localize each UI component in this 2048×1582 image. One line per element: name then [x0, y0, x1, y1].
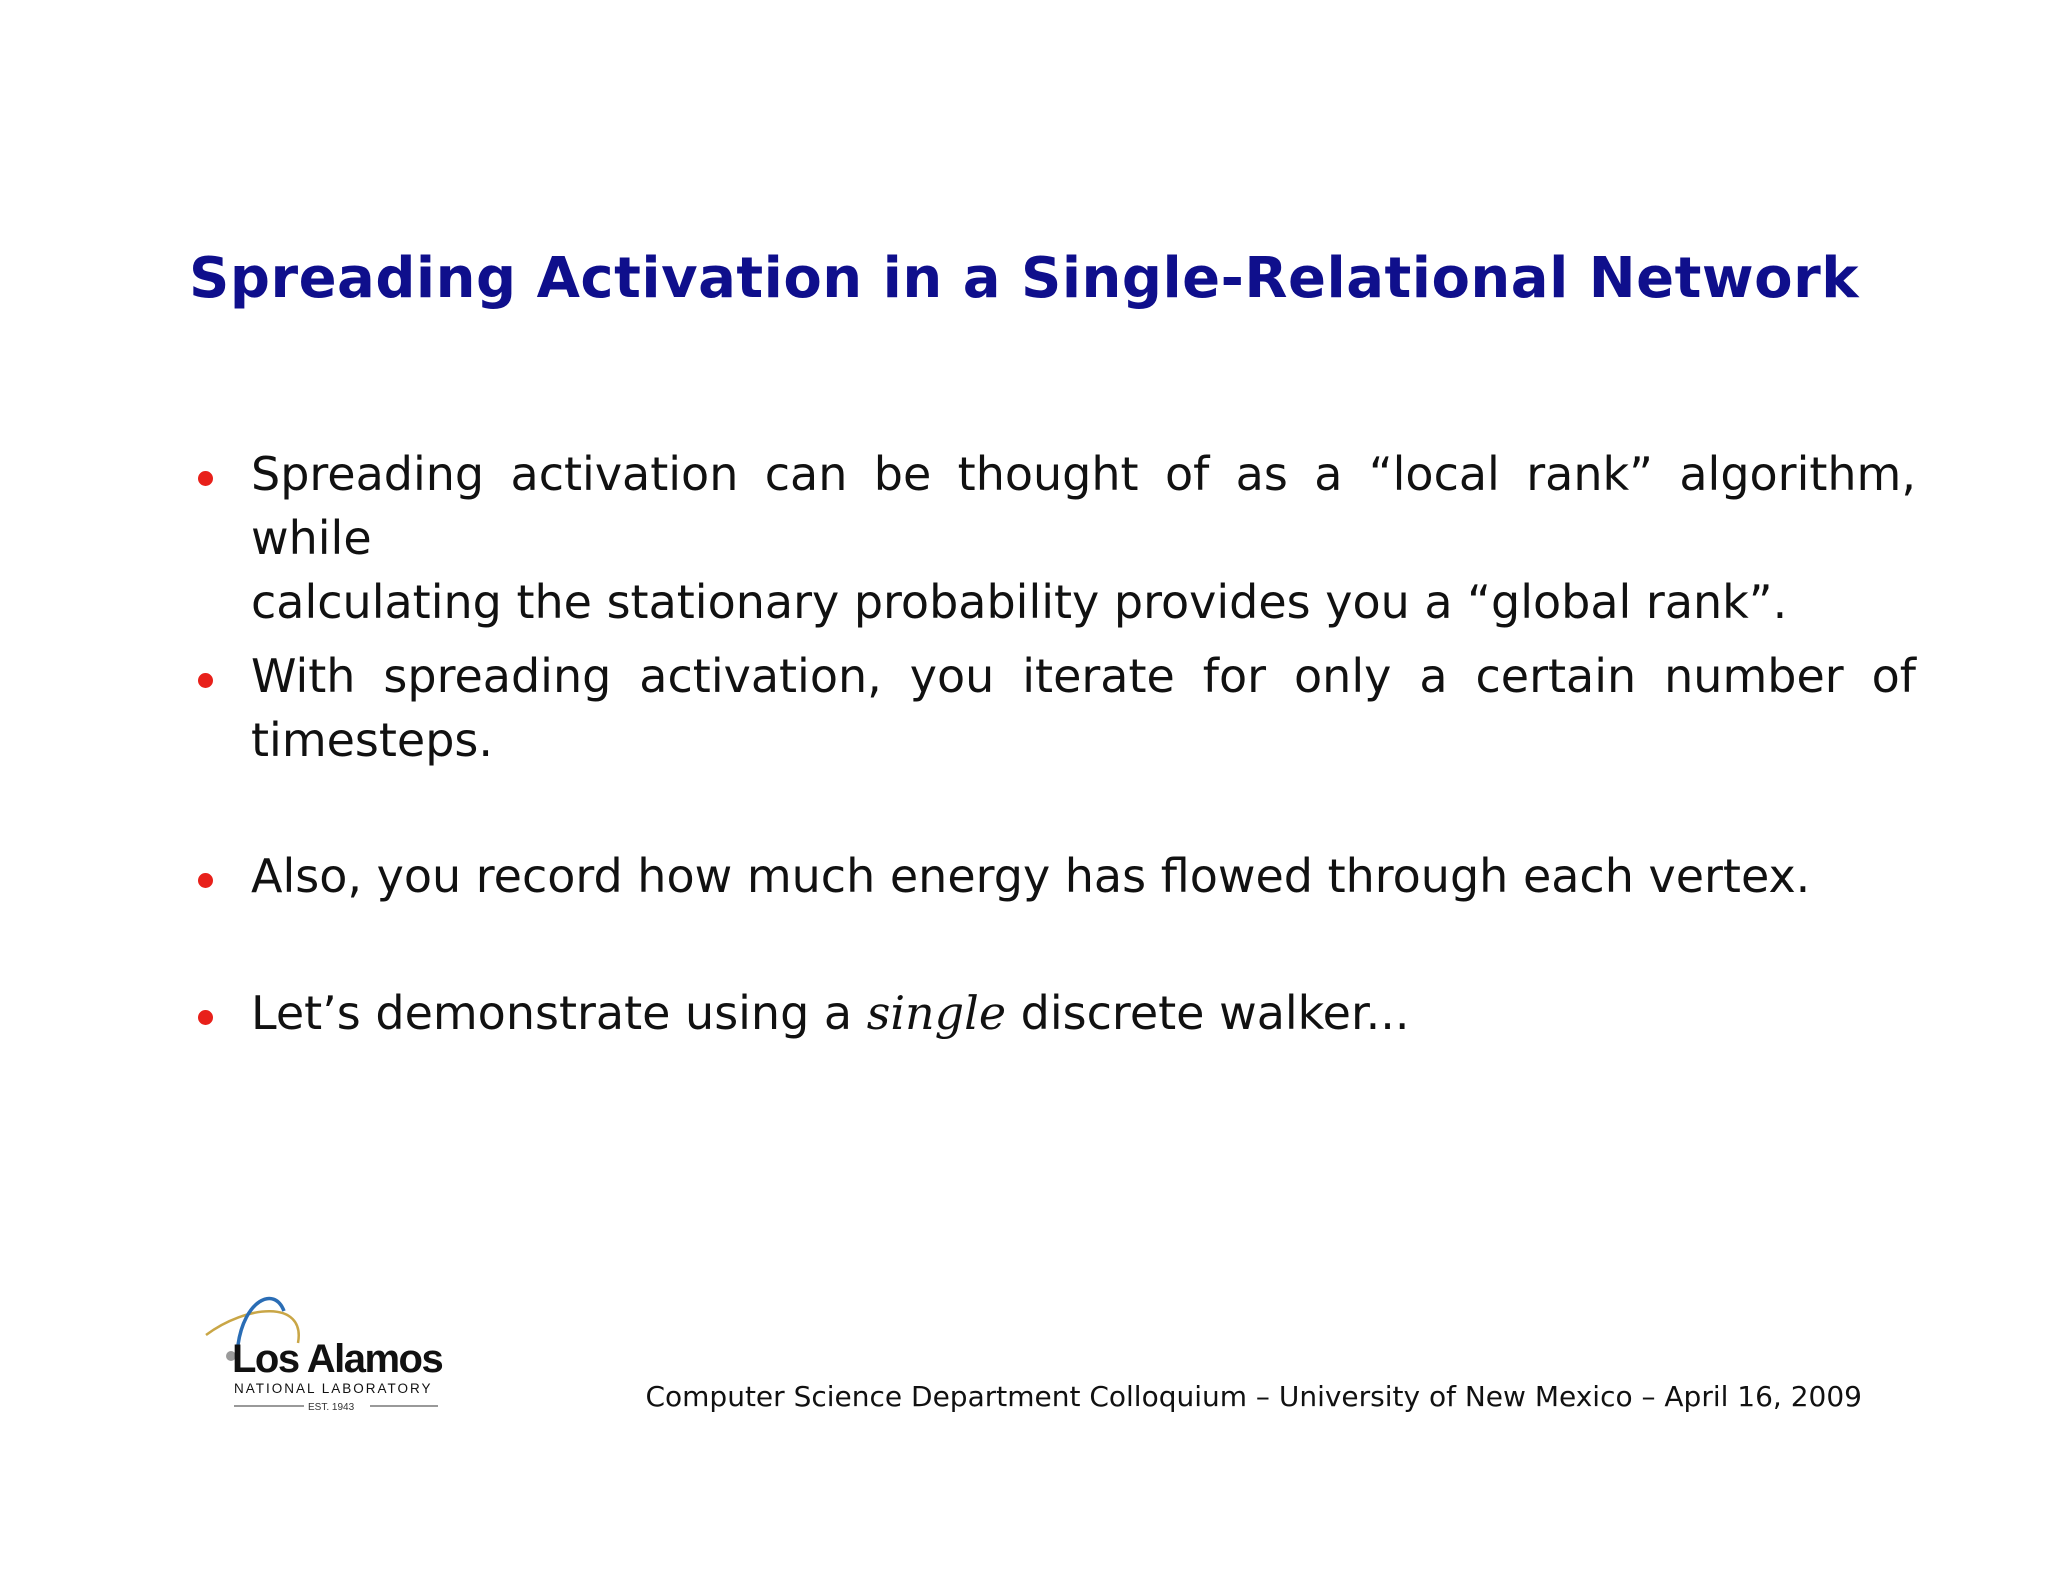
bullet-text: Spreading activation can be thought of as a “local rank” algorithm, while — [251, 447, 1916, 565]
bullet-text: Also, you record how much energy has flowed through each vertex. — [251, 849, 1811, 903]
slide-footer: Computer Science Department Colloquium – University of New Mexico – April 16, 2009 — [645, 1380, 1862, 1413]
bullet-text-after: discrete walker... — [1006, 986, 1410, 1040]
logo-established: EST. 1943 — [308, 1402, 355, 1411]
bullet-item — [198, 981, 1916, 1045]
los-alamos-logo — [186, 1283, 446, 1411]
bullet-item — [198, 844, 1916, 908]
bullet-dot-icon — [198, 471, 213, 486]
logo-subtitle: NATIONAL LABORATORY — [234, 1381, 433, 1396]
bullet-dot-icon — [198, 873, 213, 888]
slide-title: Spreading Activation in a Single-Relational Network — [189, 246, 1859, 311]
bullet-text: calculating the stationary probability provides you a “global rank”. — [251, 575, 1788, 629]
bullet-dot-icon — [198, 1010, 213, 1025]
logo-name: Los Alamos — [232, 1337, 443, 1381]
bullet-emphasis: single — [866, 986, 1007, 1040]
bullet-text-before: Let’s demonstrate using a — [251, 986, 867, 1040]
bullet-text: timesteps. — [251, 713, 494, 767]
bullet-text: With spreading activation, you iterate for only a certain number of — [251, 649, 1916, 703]
bullet-text — [251, 981, 1916, 1045]
bullet-item — [198, 442, 1916, 634]
bullet-dot-icon — [198, 673, 213, 688]
bullet-item — [198, 644, 1916, 772]
